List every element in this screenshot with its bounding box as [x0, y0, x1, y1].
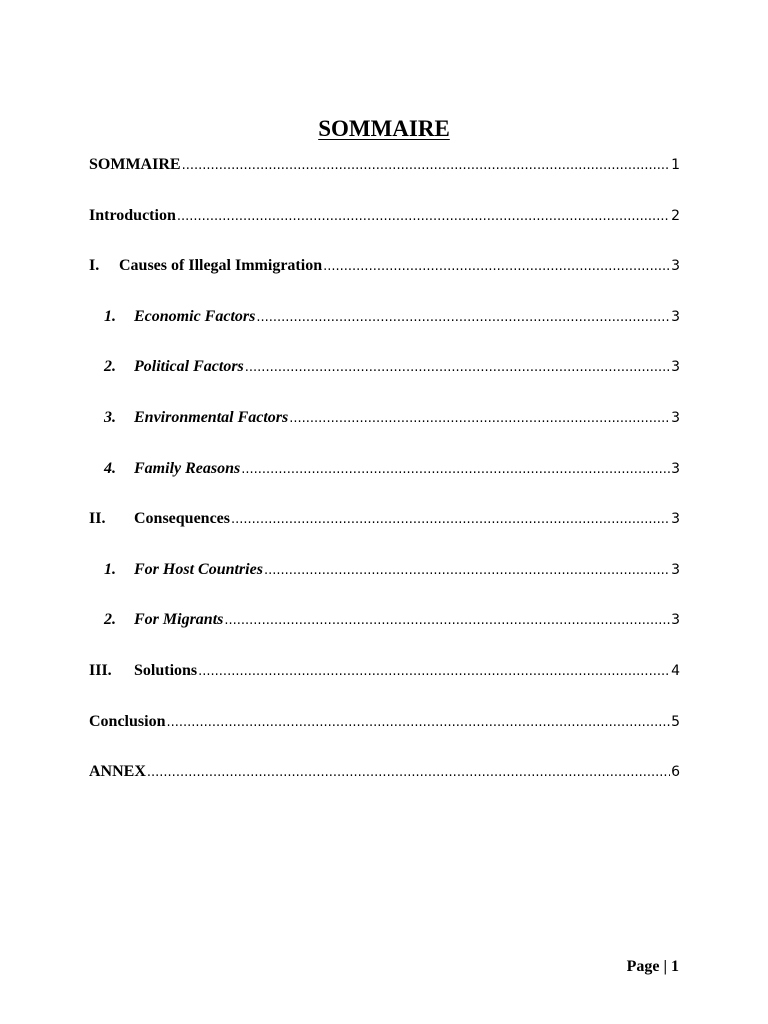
toc-entry-page-number: 3 — [671, 561, 680, 578]
toc-entry-label: Consequences — [134, 510, 231, 528]
toc-leader-dots — [147, 761, 670, 785]
toc-leader-dots — [323, 255, 670, 279]
toc-entry-political-factors[interactable] — [89, 355, 680, 406]
toc-entry-page-number: 3 — [671, 359, 680, 376]
toc-entry-label: Causes of Illegal Immigration — [119, 257, 323, 275]
toc-entry-label: Conclusion — [89, 712, 166, 730]
toc-entry-annex[interactable] — [89, 760, 680, 811]
toc-entry-number: 2. — [104, 611, 116, 629]
toc-entry-label: Political Factors — [134, 358, 244, 376]
toc-entry-page-number: 3 — [671, 612, 680, 629]
toc-leader-dots — [241, 458, 670, 482]
toc-leader-dots — [264, 559, 670, 583]
toc-entry-page-number: 3 — [671, 511, 680, 528]
toc-leader-dots — [166, 711, 670, 735]
table-of-contents — [89, 153, 680, 811]
toc-leader-dots — [198, 660, 670, 684]
toc-entry-solutions[interactable] — [89, 659, 680, 710]
toc-entry-page-number: 1 — [671, 157, 680, 173]
toc-leader-dots — [256, 306, 670, 330]
toc-entry-page-number: 2 — [671, 207, 680, 224]
toc-entry-host-countries[interactable] — [89, 558, 680, 609]
toc-entry-number: III. — [89, 661, 112, 679]
toc-entry-number: I. — [89, 257, 100, 275]
toc-entry-label: ANNEX — [89, 763, 146, 781]
toc-entry-introduction[interactable] — [89, 204, 680, 255]
toc-leader-dots — [289, 407, 670, 431]
toc-entry-label: Environmental Factors — [134, 408, 289, 426]
toc-entry-label: SOMMAIRE — [89, 156, 181, 173]
page-footer-number: Page | 1 — [626, 958, 679, 975]
toc-entry-number: 1. — [104, 307, 116, 325]
toc-entry-migrants[interactable] — [89, 608, 680, 659]
toc-entry-page-number: 3 — [671, 460, 680, 477]
toc-entry-page-number: 4 — [671, 662, 680, 679]
toc-entry-number: 4. — [104, 459, 116, 477]
toc-entry-family-reasons[interactable] — [89, 457, 680, 508]
toc-entry-label: Solutions — [134, 661, 198, 679]
toc-entry-number: II. — [89, 510, 106, 528]
toc-entry-label: Economic Factors — [134, 307, 256, 325]
toc-leader-dots — [177, 205, 670, 229]
toc-entry-label: Introduction — [89, 206, 176, 224]
toc-leader-dots — [231, 508, 670, 532]
toc-entry-number: 3. — [104, 408, 116, 426]
toc-entry-page-number: 3 — [671, 258, 680, 275]
toc-entry-label: For Host Countries — [134, 560, 263, 578]
toc-entry-economic-factors[interactable] — [89, 305, 680, 356]
toc-entry-page-number: 6 — [671, 764, 680, 781]
toc-entry-conclusion[interactable] — [89, 710, 680, 761]
toc-leader-dots — [182, 154, 671, 178]
toc-entry-label: Family Reasons — [134, 459, 241, 477]
toc-entry-sommaire[interactable] — [89, 153, 680, 204]
page-title: SOMMAIRE — [318, 116, 450, 141]
toc-entry-number: 2. — [104, 358, 116, 376]
toc-entry-page-number: 5 — [671, 713, 680, 730]
toc-entry-label: For Migrants — [134, 611, 224, 629]
toc-entry-causes[interactable] — [89, 254, 680, 305]
toc-leader-dots — [224, 609, 670, 633]
toc-entry-page-number: 3 — [671, 409, 680, 426]
toc-leader-dots — [245, 356, 670, 380]
toc-entry-environmental-factors[interactable] — [89, 406, 680, 457]
toc-entry-page-number: 3 — [671, 308, 680, 325]
toc-entry-number: 1. — [104, 560, 116, 578]
toc-entry-consequences[interactable] — [89, 507, 680, 558]
